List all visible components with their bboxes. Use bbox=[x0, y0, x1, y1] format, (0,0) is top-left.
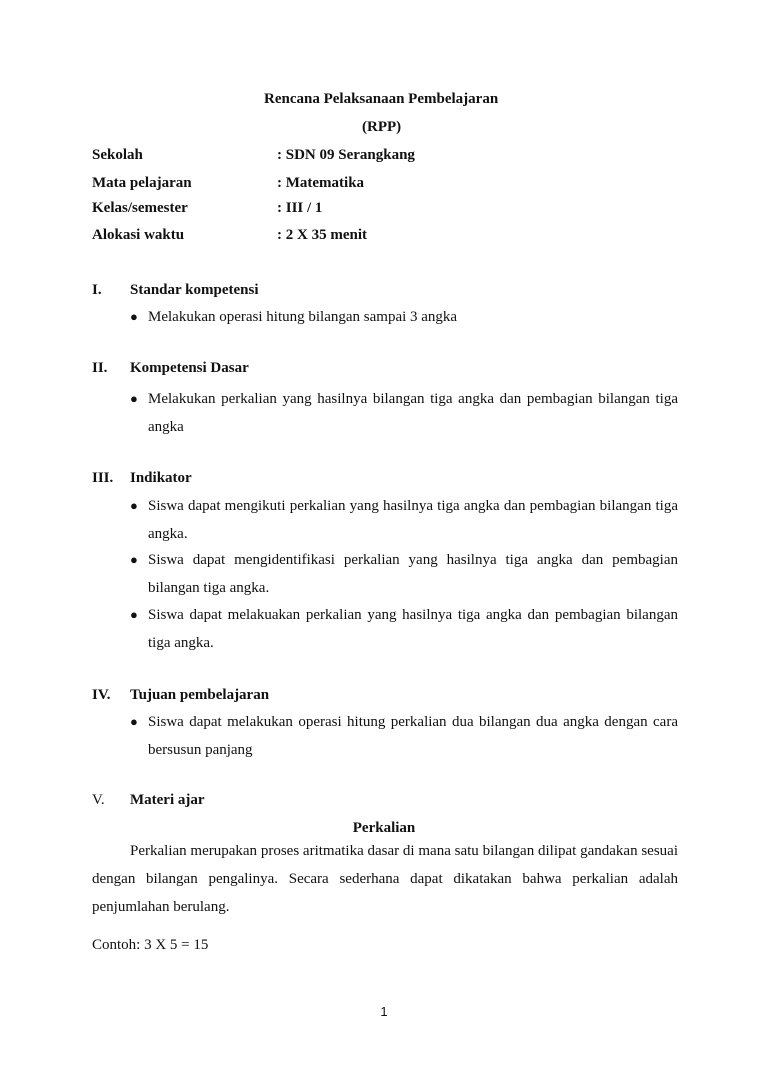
list-item: ● Siswa dapat melakukan operasi hitung perkalian dua bilangan dua angka dengan cara bersusun panjang bbox=[133, 708, 678, 764]
section-heading: Standar kompetensi bbox=[130, 282, 259, 298]
section-number: IV. bbox=[92, 687, 111, 703]
document-subtitle: (RPP) bbox=[362, 119, 402, 135]
section-heading: Tujuan pembelajaran bbox=[130, 687, 270, 703]
info-label: Mata pelajaran bbox=[92, 175, 192, 191]
section-number: II. bbox=[92, 360, 108, 376]
list-item: ● Siswa dapat mengikuti perkalian yang hasilnya tiga angka dan pembagian bilangan tiga angka. bbox=[133, 492, 678, 548]
section-number: I. bbox=[92, 282, 102, 298]
section-heading: Indikator bbox=[130, 470, 192, 486]
info-value: : SDN 09 Serangkang bbox=[277, 147, 415, 163]
bullet-icon: ● bbox=[130, 552, 138, 567]
bullet-icon: ● bbox=[130, 498, 138, 513]
list-item: ● Melakukan perkalian yang hasilnya bilangan tiga angka dan pembagian bilangan tiga angka bbox=[133, 385, 678, 441]
bullet-icon: ● bbox=[130, 607, 138, 622]
info-value: : 2 X 35 menit bbox=[277, 227, 367, 243]
section-number: III. bbox=[92, 470, 114, 486]
subheading-perkalian: Perkalian bbox=[352, 820, 416, 836]
document-title: Rencana Pelaksanaan Pembelajaran bbox=[264, 91, 499, 107]
info-value: : Matematika bbox=[277, 175, 365, 191]
example-text: Contoh: 3 X 5 = 15 bbox=[92, 937, 209, 953]
paragraph-perkalian: Perkalian merupakan proses aritmatika dasar di mana satu bilangan dilipat gandakan sesuai dengan bilangan pengalinya. Secara sederhana dapat dikatakan bahwa perkalian adalah penjumlahan berulang. bbox=[92, 843, 678, 915]
info-label: Kelas/semester bbox=[92, 200, 188, 216]
list-item: ● Melakukan operasi hitung bilangan sampai 3 angka bbox=[133, 303, 678, 331]
bullet-icon: ● bbox=[130, 391, 138, 406]
bullet-icon: ● bbox=[130, 714, 138, 729]
list-item: ● Siswa dapat mengidentifikasi perkalian yang hasilnya tiga angka dan pembagian bilangan tiga angka. bbox=[133, 546, 678, 602]
list-item: ● Siswa dapat melakuakan perkalian yang hasilnya tiga angka dan pembagian bilangan tiga angka. bbox=[133, 601, 678, 657]
bullet-icon: ● bbox=[130, 309, 138, 324]
section-number: V. bbox=[92, 792, 105, 808]
section-heading: Kompetensi Dasar bbox=[130, 360, 249, 376]
info-label: Sekolah bbox=[92, 147, 143, 163]
info-label: Alokasi waktu bbox=[92, 227, 185, 243]
section-heading: Materi ajar bbox=[130, 792, 205, 808]
info-value: : III / 1 bbox=[277, 200, 323, 216]
page-number: 1 bbox=[380, 1004, 388, 1019]
